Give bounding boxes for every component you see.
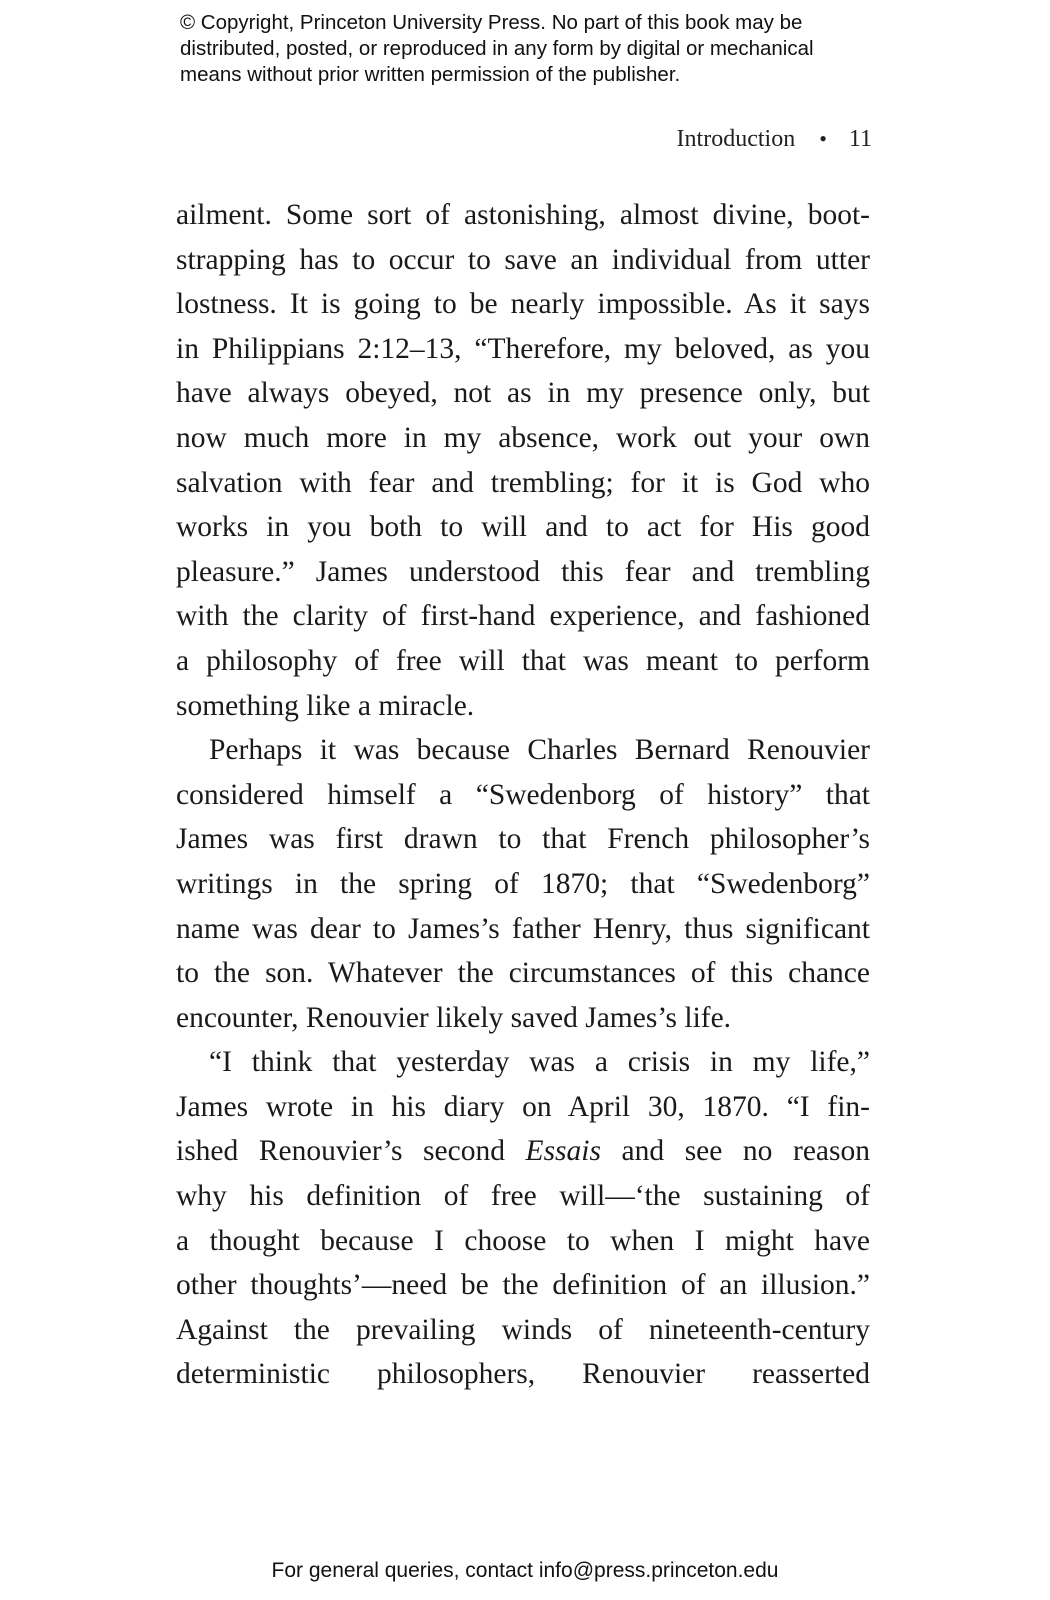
copyright-line: © Copyright, Princeton University Press. No part of this book may be: [180, 11, 803, 34]
text-line: deterministic philosophers, Renouvier reasserted: [176, 1358, 870, 1391]
page-number: 11: [848, 126, 872, 152]
paragraph-3: [176, 1040, 870, 1397]
text-line: Against the prevailing winds of nineteenth-century: [176, 1313, 870, 1346]
footer-contact: For general queries, contact info@press.princeton.edu: [271, 1559, 779, 1582]
paragraph-1: [176, 193, 870, 728]
paragraph-2: [176, 728, 870, 1040]
text-line: why his definition of free will—‘the sustaining of: [176, 1180, 870, 1213]
copyright-line: distributed, posted, or reproduced in any form by digital or mechanical: [180, 37, 814, 60]
text-line: “I think that yesterday was a crisis in my life,”: [209, 1046, 870, 1079]
text-line: [176, 1129, 870, 1174]
text-line: name was dear to James’s father Henry, thus significant: [176, 912, 870, 945]
text-line: encounter, Renouvier likely saved James’s life.: [176, 1001, 732, 1034]
text-line: now much more in my absence, work out your own: [176, 421, 870, 454]
text-line: writings in the spring of 1870; that “Swedenborg”: [176, 867, 870, 900]
text-segment: ished Renouvier’s second: [176, 1135, 526, 1168]
copyright-notice: [180, 10, 900, 88]
bullet-separator: •: [819, 126, 827, 151]
text-line: in Philippians 2:12–13, “Therefore, my beloved, as you: [176, 332, 870, 365]
running-head: [677, 124, 872, 154]
body-text: [176, 193, 870, 1397]
text-line: James was first drawn to that French philosopher’s: [176, 823, 870, 856]
text-line: other thoughts’—need be the definition of an illusion.”: [176, 1269, 870, 1302]
text-line: considered himself a “Swedenborg of history” that: [176, 778, 870, 811]
text-line: ailment. Some sort of astonishing, almost divine, boot-: [176, 199, 870, 231]
text-line: pleasure.” James understood this fear and trembling: [176, 555, 870, 588]
text-line: a thought because I choose to when I might have: [176, 1224, 870, 1257]
italic-title: Essais: [525, 1135, 601, 1168]
running-head-section: Introduction: [676, 126, 796, 152]
text-line: with the clarity of first-hand experience, and fashioned: [176, 600, 870, 633]
text-line: lostness. It is going to be nearly impossible. As it says: [176, 288, 870, 321]
text-line: to the son. Whatever the circumstances of this chance: [176, 957, 870, 990]
copyright-line: means without prior written permission of the publisher.: [180, 63, 681, 86]
text-line: Perhaps it was because Charles Bernard Renouvier: [209, 734, 870, 767]
text-line: a philosophy of free will that was meant to perform: [176, 644, 870, 677]
text-line: salvation with fear and trembling; for it is God who: [176, 466, 870, 499]
text-line: something like a miracle.: [176, 689, 475, 722]
text-line: strapping has to occur to save an individual from utter: [176, 243, 870, 276]
text-segment: and see no reason: [600, 1135, 870, 1168]
text-line: James wrote in his diary on April 30, 1870. “I fin-: [176, 1090, 870, 1123]
text-line: works in you both to will and to act for His good: [176, 511, 870, 544]
text-line: have always obeyed, not as in my presence only, but: [176, 377, 870, 410]
